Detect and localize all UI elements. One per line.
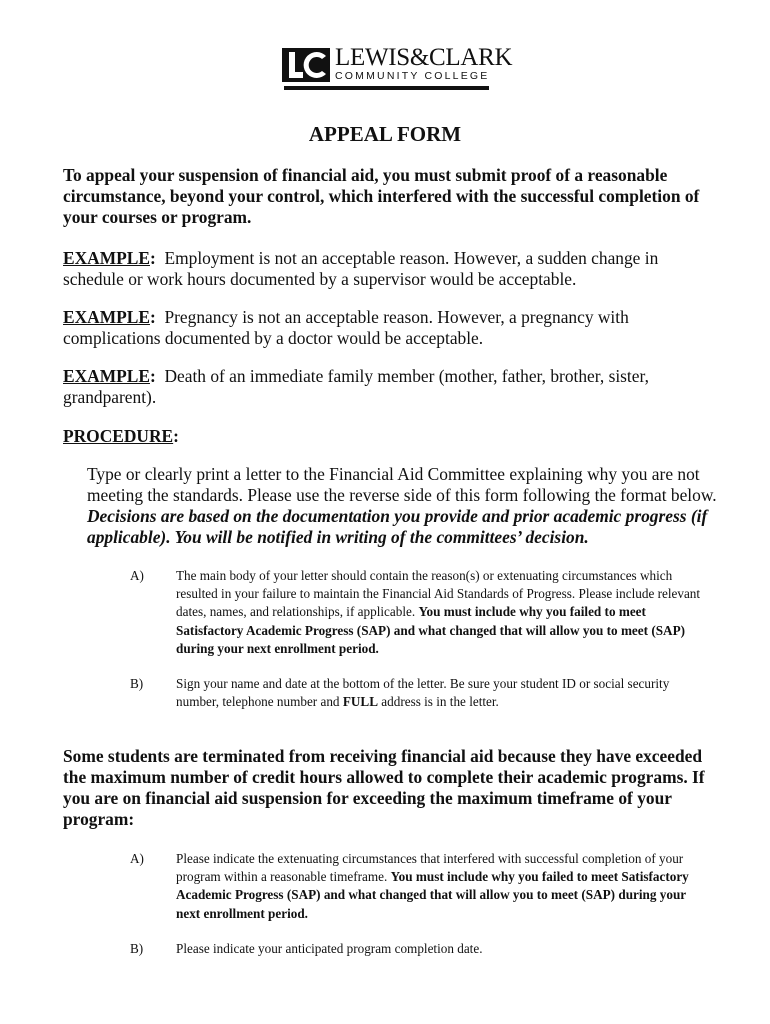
termination-item-a (130, 850, 710, 926)
example-paragraph-1: EXAMPLE: Employment is not an acceptable reason. However, a sudden change in schedule or work hours documented by a supervisor would be acceptable. (63, 248, 659, 289)
example-label: EXAMPLE (63, 307, 150, 327)
procedure-label: PROCEDURE (63, 426, 174, 446)
procedure-item-b (130, 675, 710, 715)
procedure-text: Type or clearly print a letter to the Financial Aid Committee explaining why you are not meeting the standards. Please use the reverse side of this form following the format below. (87, 464, 717, 505)
college-name: LEWIS&CLARK (335, 44, 513, 71)
college-logo (282, 44, 513, 98)
procedure-emphasis: Decisions are based on the documentation you provide and prior academic progress (if applicable). You will be notified in writing of the committees’ decision. (87, 506, 708, 547)
item-text (176, 567, 706, 658)
example-label: EXAMPLE (63, 248, 150, 268)
item-label: A) (130, 851, 144, 866)
intro-paragraph: To appeal your suspension of financial aid, you must submit proof of a reasonable circumstance, beyond your control, which interfered with the successful completion of your courses or program. (63, 165, 700, 227)
termination-item-b (130, 940, 710, 960)
procedure-heading: PROCEDURE: (63, 426, 179, 446)
procedure-item-a (130, 567, 710, 657)
example-text: Death of an immediate family member (mother, father, brother, sister, grandparent). (63, 366, 649, 407)
example-paragraph-2: EXAMPLE: Pregnancy is not an acceptable reason. However, a pregnancy with complications documented by a doctor would be acceptable. (63, 307, 629, 348)
item-bold: You must include why you failed to meet Satisfactory Academic Progress (SAP) and what changed that will allow you to meet (SAP) during your next enrollment period. (176, 869, 689, 921)
item-body: The main body of your letter should contain the reason(s) or extenuating circumstances which resulted in your failure to maintain the Financial Aid Standards of Progress. Please include relevant dates, names, and relationships, if applicable. (176, 568, 701, 620)
item-body: Sign your name and date at the bottom of the letter. Be sure your student ID or social security number, telephone number and (176, 676, 670, 710)
termination-paragraph: Some students are terminated from receiving financial aid because they have exceeded the maximum number of credit hours allowed to complete their academic programs. If you are on financial aid suspension for exceeding the maximum timeframe of your program: (63, 746, 705, 829)
item-text (176, 675, 706, 711)
page-title: APPEAL FORM (308, 122, 462, 146)
item-label: B) (130, 676, 144, 691)
item-bold: You must include why you failed to meet Satisfactory Academic Progress (SAP) and what changed that will allow you to meet (SAP) during your next enrollment period. (176, 604, 686, 656)
item-body-after: address is in the letter. (381, 694, 499, 710)
college-subtitle: COMMUNITY COLLEGE (335, 70, 490, 82)
item-body: Please indicate the extenuating circumstances that interfered with successful completion of your program within a reasonable timeframe. (176, 851, 684, 885)
example-label: EXAMPLE (63, 366, 150, 386)
item-text: Please indicate your anticipated program completion date. (176, 941, 483, 956)
example-text: Pregnancy is not an acceptable reason. However, a pregnancy with complications documented by a doctor would be acceptable. (63, 307, 629, 348)
example-text: Employment is not an acceptable reason. However, a sudden change in schedule or work hours documented by a supervisor would be acceptable. (63, 248, 659, 289)
logo-underline-bar (284, 86, 489, 90)
item-bold: FULL (342, 694, 378, 710)
item-label: A) (130, 568, 144, 583)
example-paragraph-3: EXAMPLE: Death of an immediate family member (mother, father, brother, sister, grandparent). (63, 366, 649, 407)
lc-monogram-icon (282, 48, 330, 82)
item-text (176, 850, 706, 923)
procedure-paragraph (87, 464, 727, 548)
item-label: B) (130, 941, 144, 956)
